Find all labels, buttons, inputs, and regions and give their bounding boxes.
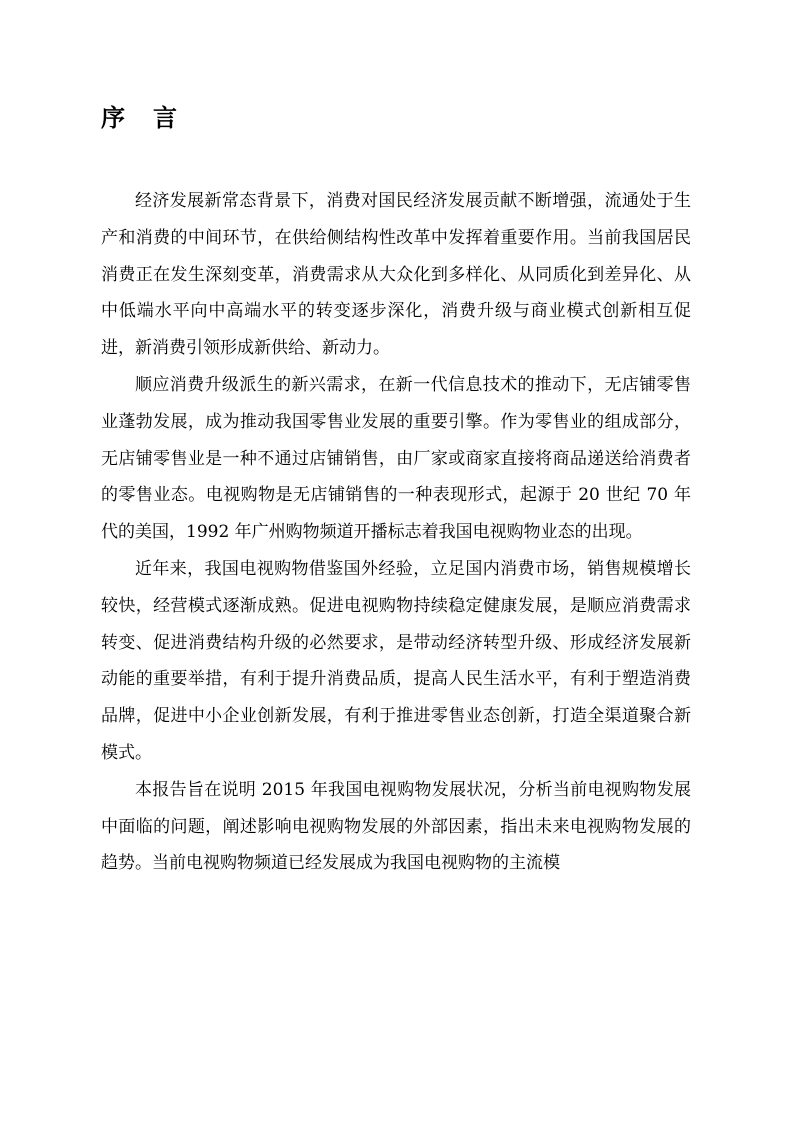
paragraph-2: 顺应消费升级派生的新兴需求，在新一代信息技术的推动下，无店铺零售业蓬勃发展，成为推动我国零售业发展的重要引擎。作为零售业的组成部分，无店铺零售业是一种不通过店铺销售，由厂家或商家直接将商品递送给消费者的零售业态。电视购物是无店铺销售的一种表现形式，起源于 20 世纪 70 年代的美国，1992 年广州购物频道开播标志着我国电视购物业态的出现。: [101, 374, 691, 543]
paragraph-1: 经济发展新常态背景下，消费对国民经济发展贡献不断增强，流通处于生产和消费的中间环节，在供给侧结构性改革中发挥着重要作用。当前我国居民消费正在发生深刻变革，消费需求从大众化到多样化、从同质化到差异化、从中低端水平向中高端水平的转变逐步深化，消费升级与商业模式创新相互促进，新消费引领形成新供给、新动力。: [101, 191, 691, 359]
document-body: [101, 183, 691, 882]
paragraph-3: 近年来，我国电视购物借鉴国外经验，立足国内消费市场，销售规模增长较快，经营模式逐渐成熟。促进电视购物持续稳定健康发展，是顺应消费需求转变、促进消费结构升级的必然要求，是带动经济转型升级、形成经济发展新动能的重要举措，有利于提升消费品质，提高人民生活水平，有利于塑造消费品牌，促进中小企业创新发展，有利于推进零售业态创新，打造全渠道聚合新模式。: [101, 558, 691, 763]
paragraph-4: 本报告旨在说明 2015 年我国电视购物发展状况，分析当前电视购物发展中面临的问题，阐述影响电视购物发展的外部因素，指出未来电视购物发展的趋势。当前电视购物频道已经发展成为我国电视购物的主流模: [101, 779, 691, 874]
page-title: 序 言: [101, 103, 179, 132]
